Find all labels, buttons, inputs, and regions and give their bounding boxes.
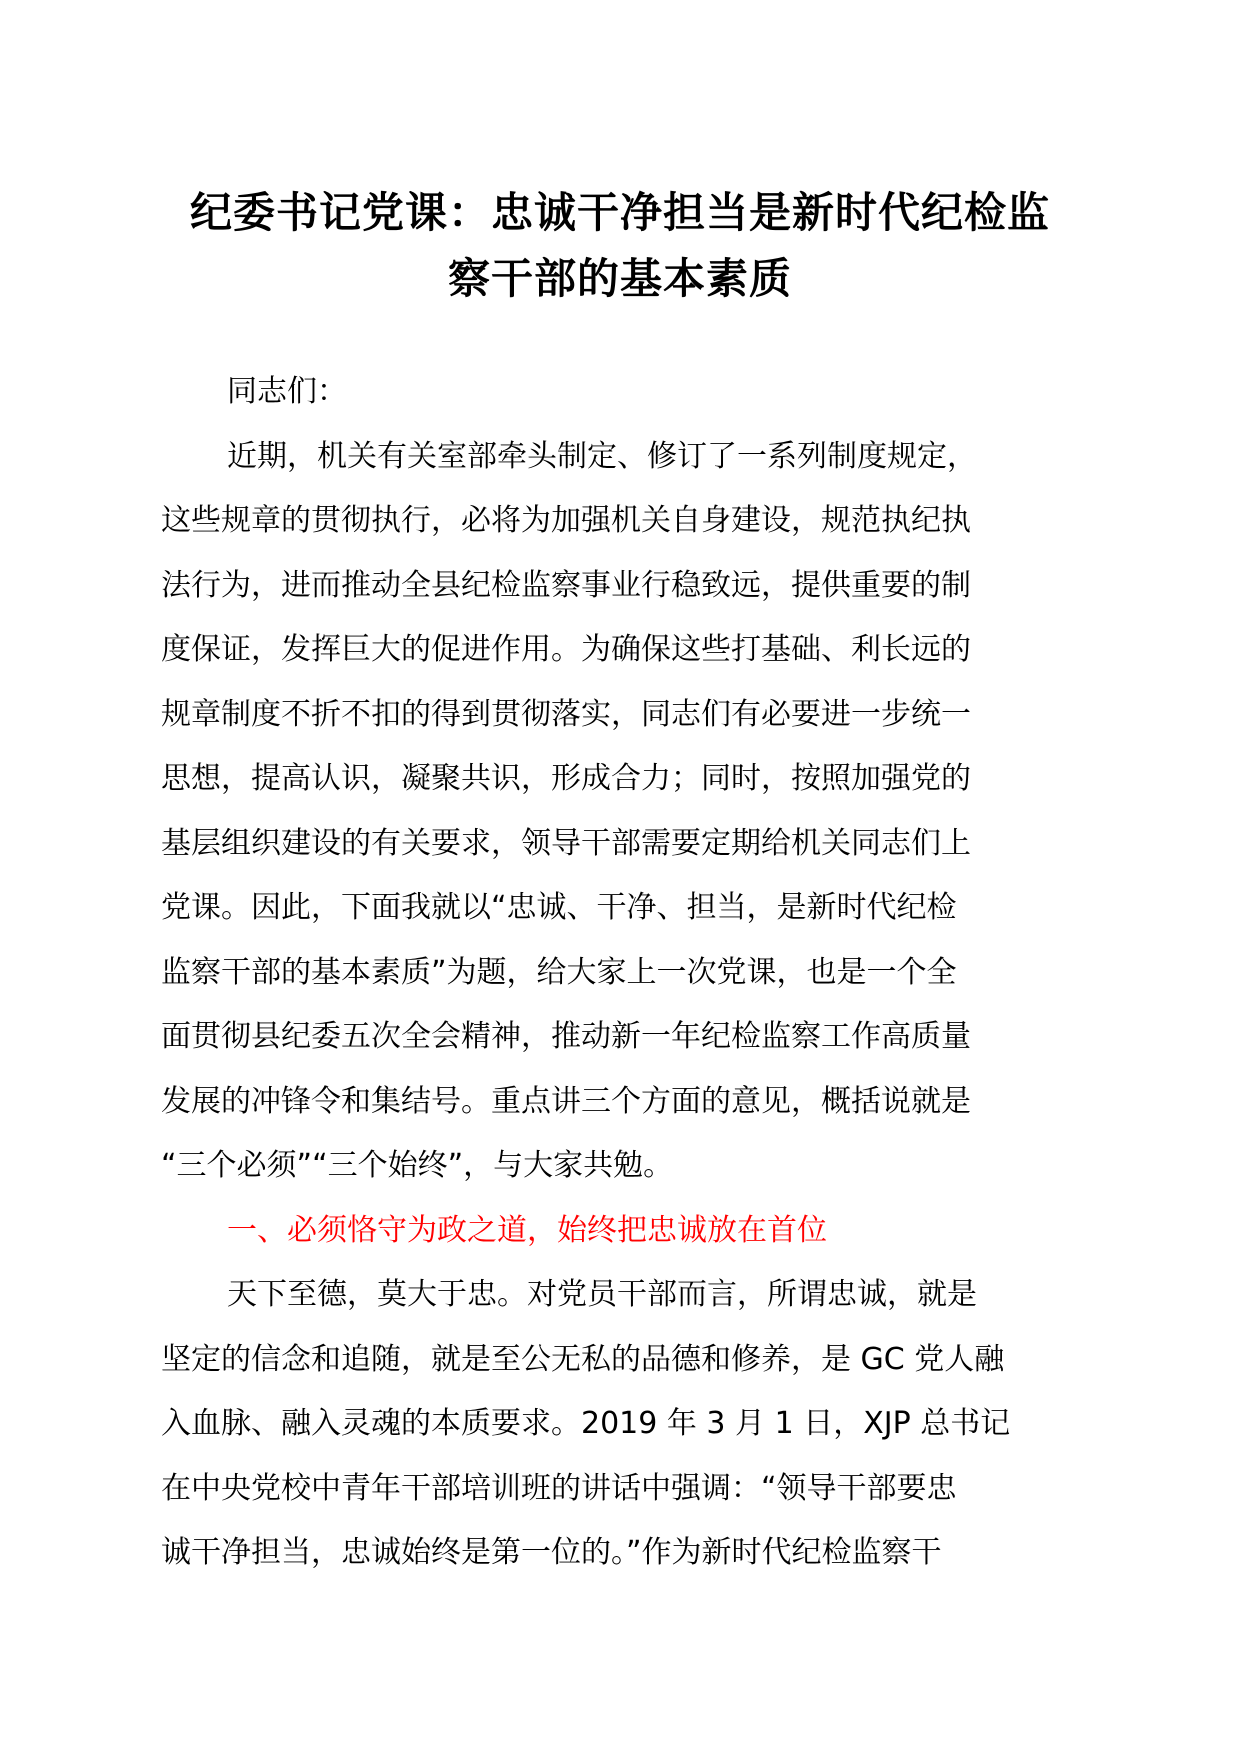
- title-line: 察干部的基本素质: [447, 254, 792, 303]
- paragraph-line: 这些规章的贯彻执行，必将为加强机关自身建设，规范执纪执: [161, 503, 971, 538]
- title-line: 纪委书记党课：忠诚干净担当是新时代纪检监: [189, 188, 1050, 237]
- paragraph-line: 法行为，进而推动全县纪检监察事业行稳致远，提供重要的制: [161, 567, 971, 603]
- salutation: 同志们：: [227, 374, 347, 409]
- paragraph-line: 基层组织建设的有关要求，领导干部需要定期给机关同志们上: [161, 825, 971, 861]
- paragraph-line: 度保证，发挥巨大的促进作用。为确保这些打基础、利长远的: [161, 632, 971, 667]
- paragraph-line: 天下至德，莫大于忠。对党员干部而言，所谓忠诚，就是: [227, 1277, 977, 1312]
- paragraph-line: 面贯彻县纪委五次全会精神，推动新一年纪检监察工作高质量: [161, 1019, 971, 1054]
- paragraph-line: 规章制度不折不扣的得到贯彻落实，同志们有必要进一步统一: [161, 696, 971, 732]
- section-heading: 一、必须恪守为政之道，始终把忠诚放在首位: [227, 1212, 827, 1248]
- paragraph-line: 在中央党校中青年干部培训班的讲话中强调：“领导干部要忠: [161, 1470, 957, 1506]
- paragraph-line: 入血脉、融入灵魂的本质要求。2019 年 3 月 1 日，XJP 总书记: [161, 1406, 1011, 1441]
- document-title: [150, 180, 1090, 312]
- paragraph-line: 党课。因此，下面我就以“忠诚、干净、担当，是新时代纪检: [161, 890, 957, 925]
- paragraph-line: 近期，机关有关室部牵头制定、修订了一系列制度规定，: [227, 438, 977, 474]
- paragraph-line: 坚定的信念和追随，就是至公无私的品德和修养，是 GC 党人融: [161, 1341, 1005, 1377]
- paragraph-line: 思想，提高认识，凝聚共识，形成合力；同时，按照加强党的: [161, 761, 971, 796]
- document-body: [161, 360, 1086, 1586]
- paragraph-line: “三个必须”“三个始终”，与大家共勉。: [161, 1148, 674, 1183]
- paragraph-line: 监察干部的基本素质”为题，给大家上一次党课，也是一个全: [161, 954, 957, 990]
- paragraph-line: 发展的冲锋令和集结号。重点讲三个方面的意见，概括说就是: [161, 1083, 971, 1119]
- paragraph-line: 诚干净担当，忠诚始终是第一位的。”作为新时代纪检监察干: [161, 1535, 942, 1570]
